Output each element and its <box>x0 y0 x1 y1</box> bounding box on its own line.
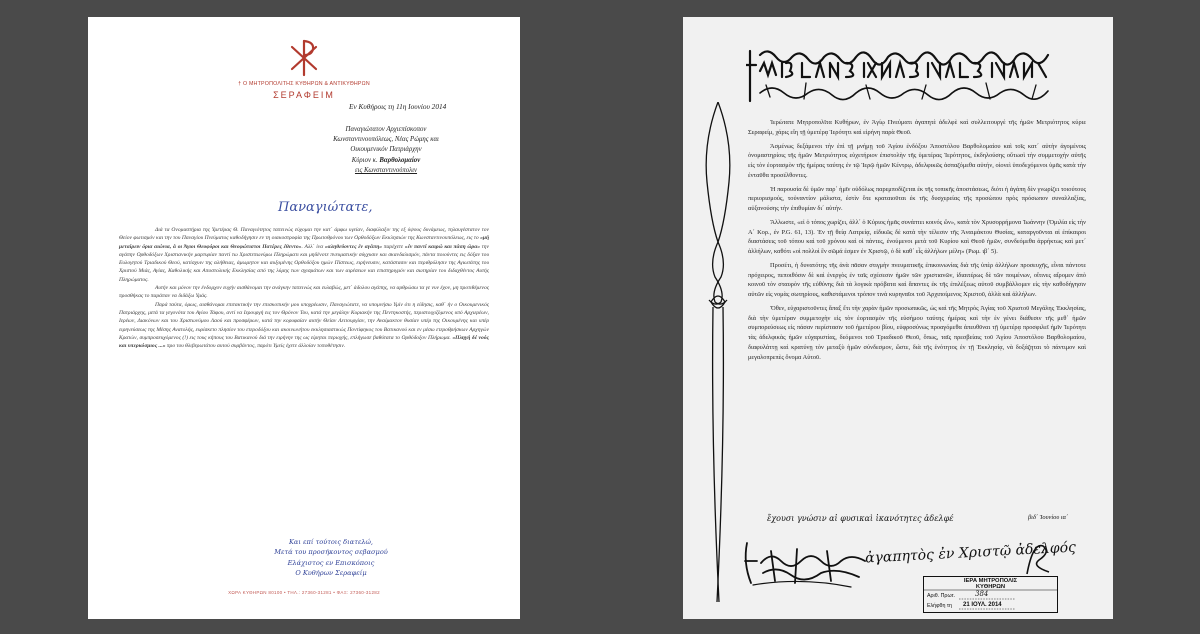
body-text: . Αλλ΄ ίνα <box>301 243 325 250</box>
handwritten-greeting: Παναγιώτατε, <box>278 200 373 215</box>
metropolis-heading: † Ο ΜΗΤΡΟΠΟΛΙΤΗΣ ΚΥΘΗΡΩΝ & ΑΝΤΙΚΥΘΗΡΩΝ <box>238 81 370 87</box>
address-line: Παναγιώτατον Αρχιεπίσκοπον <box>345 126 427 133</box>
signature-line: Ο Κυθήρων Σεραφείμ <box>295 568 367 577</box>
stamp-protocol-number: 384 <box>975 590 989 598</box>
handwritten-signature-block <box>236 537 426 578</box>
letter-body <box>119 226 489 350</box>
signature-line: Μετά του προσήκοντος σεβασμού <box>274 548 388 557</box>
letter-body <box>748 118 1086 366</box>
body-text: προ του θλιβερωτάτου αυτού συμβάντος, παρότι Υμείς έχετε άλλοίαν τοποθέτησιν. <box>165 343 346 350</box>
calligraphic-patriarchal-header <box>746 41 1054 103</box>
chi-rho-emblem-icon <box>285 37 323 77</box>
stamp-subtitle: ΚΥΘΗΡΩΝ <box>975 584 1006 590</box>
body-paragraph: Ἡ παρουσία δὲ ὑμῶν παρ΄ ἡμῖν οὐδόλως παρεμποδίζεται ἐκ τῆς τοπικῆς ἀποστάσεως, διότι ἡ ἀγάπη δὲν γνωρίζει τοιούτους περιορισμούς, τοὐναντίον μάλιστα, ἐστὶν ὅτε κραταιοῦται ἐκ τῆς δυσχερείας τῆς προσώπου πρὸς πρόσωπον συναλλαξίας, αὐξανούσης τὴν ἐπιθυμίαν δι΄ αὐτήν. <box>748 185 1086 212</box>
letter-page-left <box>88 17 520 619</box>
receipt-stamp <box>923 576 1058 613</box>
stamp-date-value: 21 ΙΟΥΛ. 2014 <box>963 602 1002 608</box>
signature-line: Και επί τούτοις διατελώ, <box>288 538 374 546</box>
ribbon-cord-binding <box>701 102 735 602</box>
body-paragraph: Ἱερώτατε Μητροπολῖτα Κυθήρων, ἐν Ἁγίῳ Πνεύματι ἀγαπητὲ ἀδελφὲ καὶ συλλειτουργὲ τῆς ἡμῶν Μετριότητος κύριε Σεραφείμ, χάρις εἴη τῇ ὑμετέρᾳ Ἱερότητι καὶ εἰρήνη παρὰ Θεοῦ. <box>748 119 1086 136</box>
body-text: Διά τα Ονομαστήρια της Υμετέρας Θ. Παναγιότητος ταπεινώς εύχομαι την κατ΄ άμφω υγείαν, διαφύλαξιν της εξ ύψους δυνάμεως, τηλαυγέστατον τον Θείον φωτισμόν και την του Παναγίου Πνεύματος καθοδήγησιν εν τη οιακοστροφία της Πρωτοθρόνου των Ορθοδόξων Εκκλησιών της Κωνσταντινουπόλεως, εις το <box>119 227 489 242</box>
address-line: εις Κωνσταντινούπολιν <box>354 166 418 174</box>
recipient-name: Βαρθολομαίον <box>379 156 421 164</box>
body-paragraph: Προσέτι, ἡ δυνατότης τῆς ἀνὰ πᾶσαν στιγμὴν πνευματικῆς ἐπικοινωνίας διὰ τῆς ὑπὲρ ἀλλήλων προσευχῆς, εἶναι πάντοτε πρόχειρος, πεποιθόσιν δὲ καὶ ἐνεργὸς ἐν ταῖς σχέσεσιν ἡμῶν τῶν χριστιανῶν, ἰδιαιτέρως δὲ τῶν ποιμένων, οἵτινες αἴρομεν ἀπὸ κοινοῦ τὸν σταυρὸν τῆς εὐθύνης διὰ τὰ λογικὰ πρόβατα καὶ ἅπαντες ἐκ τῆς ἐπιλέξεως αὐτοῦ συμβάλλομεν εἰς τὴν καθοδήγησιν αὐτῶν εἰς νομὰς σωτηρίους, καθιστάμενοι τρόπον τινὰ κυρηναῖοι τοῦ Ἀρχιποίμενος Χριστοῦ, ἀλλὰ καὶ ἀλλήλων. <box>748 261 1086 298</box>
body-paragraph: Ὅθεν, εὐχαριστοῦντες ἅπαξ ἔτι τὴν χαρὰν ἡμῶν προσωπικῶς, ὡς καὶ τῆς Μητρὸς Ἁγίας τοῦ Χριστοῦ Μεγάλης Ἐκκλησίας, διὰ τὴν ὑμετέραν συμμετοχὴν εἰς τὸν ἑορτασμὸν τῆς εὐσήμου ταύτης ἡμέρας καὶ τὴν ἐν γένει διάθεσιν τῆς μεθ΄ ἡμῶν συμπορεύσεως εἰς πάσαν περίστασιν τοῦ ἡμετέρου βίου, εὐφροσύνως προαγόμεθα ἀπευθῦναι τῇ ὑμετέρᾳ προσφιλεῖ ἡμῖν Ἱερότητι τὰς ἀδελφικὰς ἡμῶν εὐχαριστίας, δεόμενοι τοῦ Τριαδικοῦ Θεοῦ, ὅπως, ταῖς πρεσβείαις τοῦ Ἁγίου Ἀποστόλου Βαρθολομαίου, διαφυλάττῃ καὶ κρατύνῃ τὸν μεταξὺ ἡμῶν σύνδεσμον, ὥστε, διὰ τῆς ἑνότητος ἐν τῇ Ἐκκλησίᾳ, νὰ δοξάζηται τὸ πάντιμον καὶ μεγαλοπρεπὲς ὄνομα Αὐτοῦ. <box>748 304 1086 361</box>
body-text: την αγάπην Ορθοδόξων Χριστιανικήν μαρτυρίαν παντί τω Χριστεπωνύμω Πληρώματι και μηδένοτε πνευματικήν σύγχυσιν και σκανδαλισμόν, πάντα ποιούντες εις δόξαν του Ευλογητού Τριαδικού Θεού, κατίσχυιν της αλήθειας, άμωμητον και αυξομένης Ορθοδόξου ημών Πίστεως, ειρήνευσιν, κατάστασιν και περιθρύλησιν της Αγιωτάτης του Χριστού Μιάς, Αγίας, Καθολικής και Αποστολικής Εκκλησίας από της λύμης των σχισμάτων και των αιρέσεων και επιστηριγμόν και σωτηρίαν του διδαχθέντος Αυτής Πληρώματος. <box>119 243 489 283</box>
letterhead-footer: ΧΩΡΑ ΚΥΘΗΡΩΝ 80100 • ΤΗΛ.: 27360-31281 • ΦΑΞ: 27360-31282 <box>228 590 380 595</box>
body-quote: «μή μεταίρειν όρια αιώνια, ά οι Άγιοι Θεοφόροι και Θεοφώτιστοι Πατέρες έθεντο» <box>119 235 489 250</box>
address-line: Κωνσταντινουπόλεως, Νέας Ρώμης και <box>333 136 439 144</box>
patriarch-monogram-signature-icon <box>741 533 871 591</box>
body-quote: «έν παντί καιρώ και πάση ώρα» <box>404 243 481 250</box>
body-paragraph: Ἄλλωστε, «εἰ ὁ τόπος χωρίζει, ἀλλ΄ ὁ Κύριος ἡμᾶς συνάπτει κοινός ὤν», κατὰ τὸν Χρυσορρήμονα Ἰωάννην (Ὁμιλία εἰς τὴν Α΄ Κορ., ἐν P.G. 61, 13). Ἐν τῇ θείᾳ Λατρείᾳ, εἰδικῶς δὲ κατὰ τὴν τέλεσιν τῆς Ἀναιμάκτου Θυσίας, καταργοῦνται αἱ ἐπίκαιροι διαστάσεις τοῦ τόπου καὶ τοῦ χρόνου καὶ οἱ πάντες, ἐνούμενοι μετὰ τοῦ Κυρίου καὶ Θεοῦ ἡμῶν, συνδεόμεθα ἀρρήκτως καὶ μετ΄ ἀλλήλων, καθότι «οἱ πολλοὶ ἓν σῶμά ἐσμεν ἐν Χριστῷ, ὁ δὲ καθ΄ εἷς ἀλλήλων μέλη» (Ρωμ. ιβ΄ 5). <box>748 218 1086 255</box>
body-text: Παρά ταύτα, όμως, αισθάνομαι επιτακτικήν την επισκοπικήν μου υποχρέωσιν, Παναγιώτατε, να υπομνήσω Υμίν ότι η είδησις, καθ΄ ήν ο Οικουμενικός Πατριάρχης, μετά τα γεγονότα του Αγίου Τάφου, αντί να Ιερουργή εις τον Θρόνον Του, κατά την μεγάλην Κυριακήν της Πεντηκοστής, περιστοιχιζόμενος υπό Αρχιερέων, Ιερέων, Διακόνων και του Χριστωνύμου Λαού και προσφέρων, κατά την κορυφαίαν αυτήν Θείαν Λειτουργίαν, την Αναίμακτον θυσίαν υπέρ της Οικουμένης και υπέρ ειρηνεύσεως της Μέσης Ανατολής, ευρίσκετο πλησίον του ετεροδόξου και ακοινωνήτου εκκλησιαστικώς Ποντίφηκος του Βατικανού και εν μέσω ετεροθρήσκων Αρχηγών Κρατών, συμπροσευχόμενος (!) εις τους κήπους του Βατικανού διά την ειρήνην της ως είρηται περιοχής, επλήγωσε βαθύτατα το Ορθόδοξον Πλήρωμα. <box>119 301 489 341</box>
letter-page-right <box>683 17 1113 619</box>
body-quote: «Πληγή δέ νοός και υπερκόσμιος ...» <box>119 334 489 350</box>
letter-date: Εν Κυθήροις τη 11η Ιουνίου 2014 <box>349 102 447 111</box>
stamp-date-label: Ελήφθη τη <box>927 603 952 609</box>
address-line <box>296 156 476 166</box>
handwritten-date: βιδ΄ Ἰουνίου ια΄ <box>1028 514 1069 521</box>
address-line: Οικουμενικόν Πατριάρχην <box>350 146 422 154</box>
signature-flourish-icon <box>1023 538 1053 578</box>
signature-line: Ελάχιστος εν Επισκόποις <box>287 558 375 567</box>
body-paragraph: Ἀσμένως δεξάμενοι τὴν ἐπὶ τῇ μνήμῃ τοῦ Ἁγίου ἐνδόξου Ἀποστόλου Βαρθολομαίου καὶ τοῖς κατ΄ αὐτὴν ἀγομένοις ὀνομαστηρίοις τῆς ἡμῶν Μετριότητος εὐχετήριον ἐπιστολὴν τῆς ὑμετέρας Ἱερότητος, ἐκδηλούσης οὕτωσὶ τὴν συμμετοχὴν αὐτῆς εἰς τὸν ἑορτασμὸν τῆς ἡμέρας ταύτης ἐν τῷ Ἱερῷ ἡμῶν Κέντρῳ, ἀδελφικῶς ἀσπαζόμεθα αὐτήν, οἱονεὶ ὑποδεχόμενοι ὑμᾶς κατὰ τὴν ἐνταῦθα προσέλθοντες. <box>748 142 1086 179</box>
handwritten-signature: ἀγαπητὸς ἐν Χριστῷ ἀδελφός <box>864 539 1077 567</box>
recipient-address <box>296 125 476 176</box>
stamp-protocol-label: Αριθ. Πρωτ. <box>927 593 956 599</box>
body-paragraph: Αυτήν και μόνον την ένδομχον ευχήν αισθάνομαι την ανάγκην ταπεινώς και ευλαβώς, μετ΄ άδολου αγάπης, να αρθρώσω τα γε νυν έχον, μη προτιθέμενος προσθήκας το παράπαν να διδάξω Υμάς. <box>119 285 489 300</box>
body-paragraph <box>119 226 489 284</box>
body-quote: «αληθεύοντες έν αγάπη» <box>324 243 383 250</box>
body-paragraph <box>119 301 489 351</box>
address-prefix: Κύριον κ. <box>351 156 380 164</box>
metropolitan-name: ΣΕΡΑΦΕΙΜ <box>273 90 335 100</box>
stamp-title: ΙΕΡΑ ΜΗΤΡΟΠΟΛΙΣ <box>963 578 1018 584</box>
body-text: παρέχετε <box>382 243 405 250</box>
handwritten-closing: ἔχουσι γνώσιν αἱ φυσικαὶ ἰκανότητες ἀδελφέ <box>767 514 954 523</box>
